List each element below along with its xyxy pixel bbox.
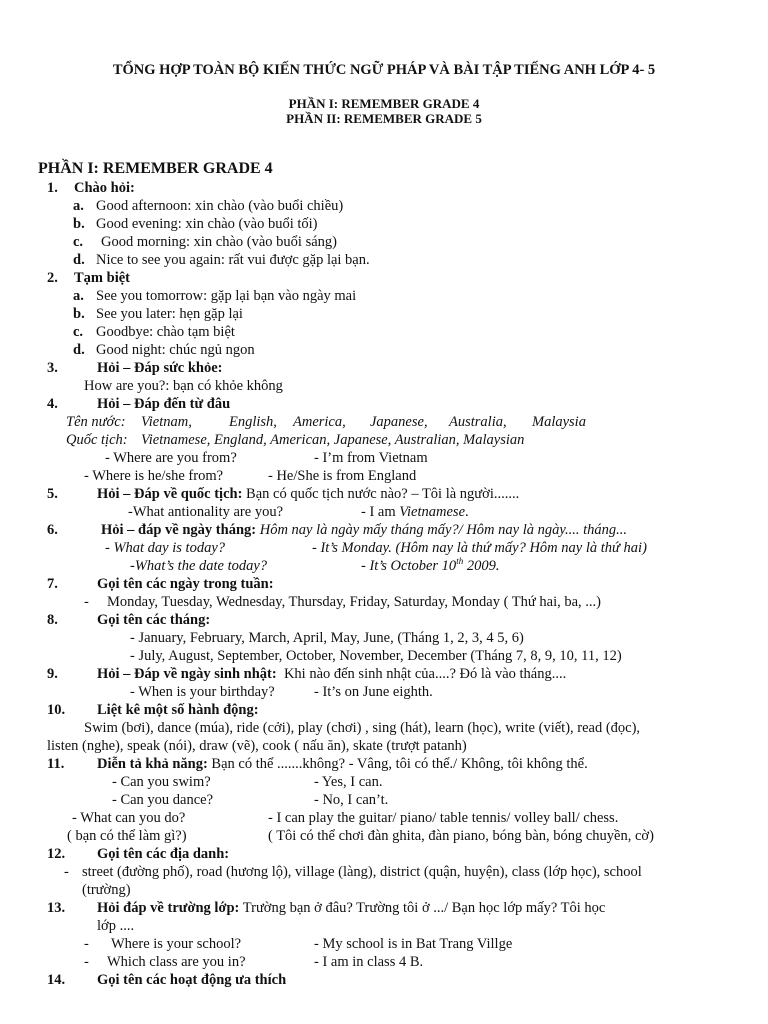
bullet-dash: - — [84, 954, 89, 970]
nationalities-label: Quốc tịch: — [66, 432, 128, 448]
country-name: Vietnam, — [141, 414, 192, 430]
section-title: Gọi tên các hoạt động ưa thích — [97, 972, 287, 988]
answer-post: 2009. — [463, 558, 500, 574]
question-line: - When is your birthday? — [130, 684, 275, 700]
bullet-dash: - — [64, 864, 69, 880]
country-name: Malaysia — [532, 414, 586, 430]
answer-line: - I can play the guitar/ piano/ table tennis/ volley ball/ chess. — [268, 810, 619, 826]
section-number: 1. — [47, 180, 58, 196]
list-item: See you later: hẹn gặp lại — [96, 306, 243, 322]
answer-line: - My school is in Bat Trang Villge — [314, 936, 513, 952]
section-description-cont: lớp .... — [97, 918, 135, 934]
section-heading-line — [97, 486, 519, 503]
answer-line — [361, 504, 469, 521]
part1-heading: PHẦN I: REMEMBER GRADE 4 — [38, 160, 273, 177]
section-title: Diễn tả khả năng: — [97, 756, 208, 772]
answer-line: - It’s Monday. (Hôm nay là thứ mấy? Hôm nay là thứ hai) — [312, 540, 647, 556]
body-line: - January, February, March, April, May, June, (Tháng 1, 2, 3, 4 5, 6) — [130, 630, 524, 646]
body-line: listen (nghe), speak (nói), draw (vẽ), cook ( nấu ăn), skate (trượt patanh) — [47, 738, 467, 754]
question-line: -What’s the date today? — [130, 558, 268, 574]
answer-translation: ( Tôi có thể chơi đàn ghita, đàn piano, bóng bàn, bóng chuyền, cờ) — [268, 828, 654, 844]
list-item: Good afternoon: xin chào (vào buổi chiều) — [96, 198, 344, 214]
answer-line: - Yes, I can. — [314, 774, 383, 790]
countries-label: Tên nước: — [66, 414, 126, 430]
list-item: Nice to see you again: rất vui được gặp lại bạn. — [96, 252, 370, 268]
item-marker: a. — [73, 288, 84, 304]
answer-end: . — [465, 504, 469, 520]
section-title: Gọi tên các ngày trong tuần: — [97, 576, 274, 592]
list-item: Goodbye: chào tạm biệt — [96, 324, 235, 340]
section-number: 13. — [47, 900, 66, 916]
question-line: - Can you dance? — [112, 792, 214, 808]
body-line: (trường) — [82, 882, 131, 898]
section-number: 14. — [47, 972, 66, 988]
body-line: - July, August, September, October, November, December (Tháng 7, 8, 9, 10, 11, 12) — [130, 648, 622, 664]
section-number: 12. — [47, 846, 66, 862]
body-line: street (đường phố), road (hương lộ), village (làng), district (quận, huyện), class (lớp học), school — [82, 864, 642, 880]
answer-italic: Vietnamese — [399, 504, 466, 520]
section-number: 10. — [47, 702, 66, 718]
section-heading-line — [97, 756, 588, 773]
section-description: Hôm nay là ngày mấy tháng mấy?/ Hôm nay là ngày.... tháng... — [259, 522, 628, 538]
section-heading-line — [97, 900, 605, 917]
item-marker: d. — [73, 252, 85, 268]
section-description: Khi nào đến sinh nhật của....? Đó là vào tháng.... — [283, 666, 567, 682]
answer-line: - No, I can’t. — [314, 792, 389, 808]
answer-line: - He/She is from England — [268, 468, 417, 484]
section-description: Bạn có thể .......không? - Vâng, tôi có thể./ Không, tôi không thể. — [211, 756, 588, 772]
body-line: Monday, Tuesday, Wednesday, Thursday, Friday, Saturday, Monday ( Thứ hai, ba, ...) — [107, 594, 601, 610]
item-marker: d. — [73, 342, 85, 358]
item-marker: b. — [73, 216, 85, 232]
question-translation: ( bạn có thể làm gì?) — [67, 828, 187, 844]
question-line: -What antionality are you? — [128, 504, 284, 520]
list-item: Good morning: xin chào (vào buổi sáng) — [101, 234, 337, 250]
country-name: America, — [293, 414, 346, 430]
section-title: Tạm biệt — [74, 270, 130, 286]
item-marker: c. — [73, 324, 84, 340]
body-line: How are you?: bạn có khỏe không — [84, 378, 283, 394]
answer-line: - I am in class 4 B. — [314, 954, 424, 970]
section-number: 6. — [47, 522, 58, 538]
section-title: Hỏi – Đáp đến từ đâu — [97, 396, 231, 412]
section-title: Chào hỏi: — [74, 180, 135, 196]
answer-sup: th — [456, 556, 464, 567]
section-number: 2. — [47, 270, 58, 286]
item-marker: a. — [73, 198, 84, 214]
toc-part-2: PHẦN II: REMEMBER GRADE 5 — [286, 111, 482, 126]
answer-line: - It’s on June eighth. — [314, 684, 433, 700]
question-line: - What can you do? — [72, 810, 186, 826]
body-line: Swim (bơi), dance (múa), ride (cởi), play (chơi) , sing (hát), learn (học), write (viết), read (đọc), — [84, 720, 641, 736]
section-number: 9. — [47, 666, 58, 682]
item-marker: c. — [73, 234, 84, 250]
section-description: Bạn có quốc tịch nước nào? – Tôi là người....... — [246, 486, 520, 502]
section-title: Gọi tên các tháng: — [97, 612, 211, 628]
answer-line: - I’m from Vietnam — [314, 450, 428, 466]
section-description: Trường bạn ở đâu? Trường tôi ở .../ Bạn học lớp mấy? Tôi học — [242, 900, 606, 916]
toc-part-1: PHẦN I: REMEMBER GRADE 4 — [288, 96, 480, 111]
section-heading-line — [101, 522, 627, 539]
section-number: 4. — [47, 396, 58, 412]
section-title: Hỏi – đáp về ngày tháng: — [101, 522, 257, 538]
answer-pre: - It’s October 10 — [361, 558, 457, 574]
question-line: Which class are you in? — [107, 954, 246, 970]
list-item: See you tomorrow: gặp lại bạn vào ngày mai — [96, 288, 357, 304]
section-number: 8. — [47, 612, 58, 628]
country-name: English, — [229, 414, 277, 430]
question-line: - What day is today? — [105, 540, 226, 556]
document-title: TỔNG HỢP TOÀN BỘ KIẾN THỨC NGỮ PHÁP VÀ BÀI TẬP TIẾNG ANH LỚP 4- 5 — [112, 62, 656, 78]
section-number: 7. — [47, 576, 58, 592]
country-name: Japanese, — [370, 414, 428, 430]
list-item: Good night: chúc ngủ ngon — [96, 342, 255, 358]
question-line: - Can you swim? — [112, 774, 211, 790]
section-number: 5. — [47, 486, 58, 502]
question-line: Where is your school? — [111, 936, 242, 952]
section-title: Hỏi – Đáp sức khỏe: — [97, 360, 223, 376]
bullet-dash: - — [84, 594, 89, 610]
country-name: Australia, — [449, 414, 507, 430]
answer-prefix: - I am — [361, 504, 396, 520]
item-marker: b. — [73, 306, 85, 322]
section-heading-line — [97, 666, 566, 683]
section-title: Hỏi đáp về trường lớp: — [97, 900, 240, 916]
bullet-dash: - — [84, 936, 89, 952]
answer-line — [361, 558, 499, 575]
nationalities-list: Vietnamese, England, American, Japanese, Australian, Malaysian — [141, 432, 525, 448]
section-title: Gọi tên các địa danh: — [97, 846, 230, 862]
list-item: Good evening: xin chào (vào buổi tối) — [96, 216, 318, 232]
section-title: Hỏi – Đáp về ngày sinh nhật: — [97, 666, 277, 682]
question-line: - Where is he/she from? — [84, 468, 224, 484]
question-line: - Where are you from? — [105, 450, 237, 466]
section-title: Liệt kê một số hành động: — [97, 702, 259, 718]
section-number: 3. — [47, 360, 58, 376]
section-title: Hỏi – Đáp về quốc tịch: — [97, 486, 243, 502]
section-number: 11. — [47, 756, 65, 772]
